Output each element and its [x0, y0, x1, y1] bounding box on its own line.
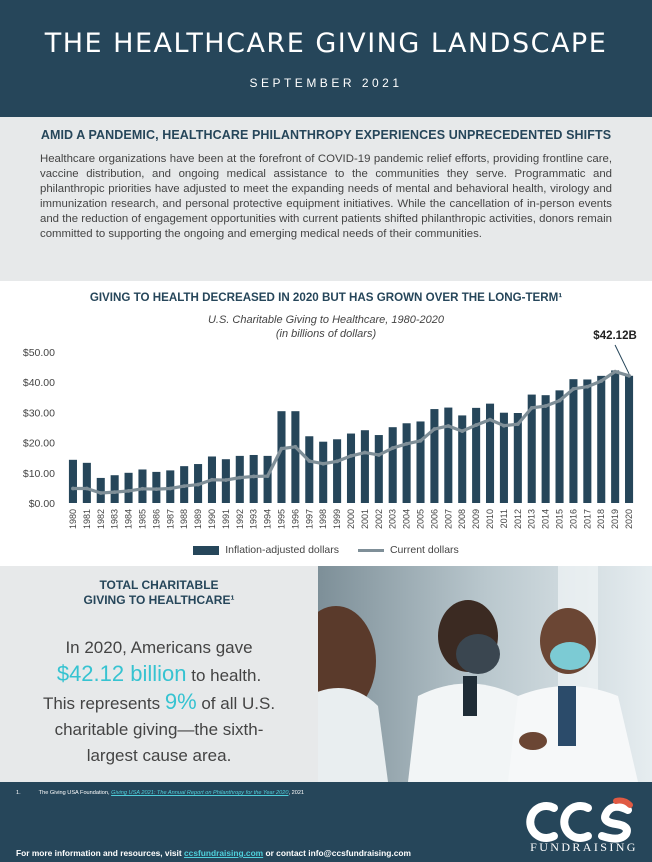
y-tick-label: $20.00 [22, 437, 55, 450]
stats-line5: largest cause area. [86, 746, 232, 765]
chart-title: GIVING TO HEALTH DECREASED IN 2020 BUT HAS GROWN OVER THE LONG-TERM¹ [89, 291, 563, 304]
line-point-2008 [460, 429, 464, 433]
x-tick-label: 1981 [81, 509, 92, 530]
x-tick-label: 1988 [179, 509, 190, 530]
line-point-2017 [585, 385, 589, 389]
line-point-2000 [349, 454, 353, 458]
x-tick-label: 1987 [165, 509, 176, 530]
x-tick-label: 2008 [457, 509, 468, 530]
line-point-2002 [377, 453, 381, 457]
line-point-2013 [530, 406, 534, 410]
x-tick-label: 1983 [109, 509, 120, 530]
x-tick-label: 2018 [596, 509, 607, 530]
bar-2003 [389, 427, 397, 503]
y-tick-label: $30.00 [22, 407, 55, 420]
line-point-2016 [572, 387, 576, 391]
x-tick-label: 2011 [498, 509, 509, 529]
bar-2009 [472, 408, 480, 503]
stats-line4: charitable giving—the sixth- [54, 720, 264, 739]
bar-1994 [264, 456, 272, 503]
bar-2014 [542, 395, 550, 503]
x-tick-label: 1991 [220, 509, 231, 530]
x-tick-label: 2001 [359, 509, 370, 530]
legend-swatch-current [358, 549, 384, 552]
x-tick-label: 2015 [554, 509, 565, 530]
stats-line3-pre: This represents [42, 694, 165, 713]
x-tick-label: 1995 [276, 509, 287, 530]
intro-section [0, 117, 652, 281]
y-tick-label: $0.00 [28, 498, 55, 510]
annotation-leader-line [615, 345, 629, 374]
y-tick-label: $10.00 [22, 467, 55, 480]
bar-2001 [361, 430, 369, 503]
stats-heading-line2: GIVING TO HEALTHCARE¹ [83, 593, 235, 607]
chart-legend [0, 544, 652, 556]
bar-2017 [583, 379, 591, 503]
footer [0, 782, 652, 862]
bar-2018 [597, 376, 605, 503]
legend-swatch-inflation [193, 546, 219, 555]
line-point-1994 [266, 474, 270, 478]
contact-post: or contact info@ccsfundraising.com [263, 848, 411, 858]
line-point-1991 [224, 478, 228, 482]
line-point-2011 [502, 424, 506, 428]
bar-2000 [347, 434, 355, 503]
x-tick-label: 2012 [512, 509, 523, 530]
bar-2015 [556, 390, 564, 503]
line-point-1998 [321, 462, 325, 466]
line-point-2006 [433, 427, 437, 431]
contact-line [16, 848, 411, 858]
x-tick-label: 1985 [137, 509, 148, 530]
line-point-2018 [599, 379, 603, 383]
footnote-link[interactable]: Giving USA 2021: The Annual Report on Philanthropy for the Year 2020 [111, 790, 289, 796]
bar-2012 [514, 413, 522, 503]
line-point-2015 [558, 399, 562, 403]
x-tick-label: 2019 [610, 509, 621, 530]
line-point-1996 [293, 445, 297, 449]
bar-1996 [291, 411, 299, 503]
x-tick-label: 1993 [248, 509, 259, 530]
contact-pre: For more information and resources, visit [16, 848, 185, 858]
bar-2005 [416, 421, 424, 503]
bar-1981 [83, 463, 91, 503]
footnote [16, 790, 304, 796]
line-point-2010 [488, 418, 492, 422]
bar-1997 [305, 436, 313, 503]
x-tick-label: 1997 [304, 509, 315, 530]
line-point-1980 [71, 487, 75, 491]
bar-1980 [69, 460, 77, 503]
logo-fundraising-text: FUNDRAISING [530, 840, 638, 854]
header-banner [0, 0, 652, 117]
stats-heading-line1: TOTAL CHARITABLE [99, 578, 219, 592]
x-tick-label: 2000 [346, 509, 356, 530]
x-tick-label: 1982 [95, 509, 106, 530]
line-point-1988 [182, 484, 186, 488]
bar-1999 [333, 439, 341, 503]
x-tick-label: 2004 [401, 509, 412, 530]
line-point-2020 [627, 374, 631, 378]
line-point-1984 [127, 489, 131, 493]
footnote-year: , 2021 [288, 790, 305, 796]
x-tick-label: 1984 [123, 509, 134, 530]
x-tick-label: 1998 [318, 509, 329, 530]
stats-highlight-percent: 9% [164, 689, 197, 714]
line-point-1999 [335, 459, 339, 463]
stats-panel [0, 566, 318, 782]
bar-2006 [430, 409, 438, 503]
x-tick-label: 2013 [526, 509, 537, 530]
line-point-2007 [446, 424, 450, 428]
line-point-2001 [363, 451, 367, 455]
bar-1985 [138, 469, 146, 503]
stats-text [0, 635, 318, 769]
bar-line-chart [0, 281, 652, 566]
line-point-1995 [280, 447, 284, 451]
footnote-source: The Giving USA Foundation, [38, 790, 112, 796]
x-tick-label: 2020 [624, 509, 635, 530]
x-tick-label: 2005 [415, 509, 426, 530]
website-link[interactable]: ccsfundraising.com [184, 848, 264, 858]
footnote-number: 1. [16, 790, 21, 796]
bar-2016 [569, 379, 577, 503]
stats-highlight-amount: $42.12 billion [56, 661, 187, 686]
line-point-1981 [85, 487, 89, 491]
publish-date: SEPTEMBER 2021 [249, 76, 403, 90]
bar-1984 [125, 473, 133, 503]
line-point-2005 [419, 439, 423, 443]
x-tick-label: 1980 [67, 509, 78, 530]
x-tick-label: 2016 [568, 509, 579, 530]
stats-line1: In 2020, Americans gave [65, 638, 253, 657]
x-tick-label: 1989 [193, 509, 204, 530]
line-point-1993 [252, 475, 256, 479]
bar-2004 [403, 423, 411, 503]
line-point-1989 [196, 483, 200, 487]
line-point-2014 [544, 404, 548, 408]
chart-subtitle-line2: (in billions of dollars) [275, 328, 377, 340]
line-point-1985 [141, 487, 145, 491]
intro-heading: AMID A PANDEMIC, HEALTHCARE PHILANTHROPY EXPERIENCES UNPRECEDENTED SHIFTS [40, 128, 612, 142]
bar-1983 [111, 475, 119, 503]
x-tick-label: 1990 [206, 509, 217, 530]
doctors-photo [318, 566, 652, 782]
x-tick-label: 1994 [262, 509, 273, 530]
line-point-2019 [613, 370, 617, 374]
x-tick-label: 2017 [582, 509, 593, 530]
bar-1993 [250, 455, 258, 503]
line-point-2004 [405, 442, 409, 446]
x-tick-label: 2003 [387, 509, 398, 530]
bar-2007 [444, 408, 452, 503]
x-tick-label: 2002 [373, 509, 384, 530]
line-point-1987 [168, 487, 172, 491]
line-point-1992 [238, 476, 242, 480]
line-point-1997 [307, 459, 311, 463]
line-point-1986 [154, 487, 158, 491]
x-tick-label: 1992 [234, 509, 245, 530]
line-point-2012 [516, 422, 520, 426]
x-tick-label: 1996 [290, 509, 301, 530]
bar-2020 [625, 376, 633, 503]
line-point-1990 [210, 478, 214, 482]
bar-1998 [319, 442, 327, 503]
legend-label-inflation: Inflation-adjusted dollars [225, 544, 340, 557]
annotation-label: $42.12B [593, 330, 637, 342]
x-tick-label: 1999 [332, 509, 343, 530]
x-tick-label: 2009 [471, 509, 482, 530]
line-point-1983 [113, 490, 117, 494]
chart-section [0, 281, 652, 566]
page-title: THE HEALTHCARE GIVING LANDSCAPE [44, 28, 608, 59]
x-tick-label: 2006 [429, 509, 440, 530]
line-point-2009 [474, 423, 478, 427]
y-tick-label: $40.00 [22, 377, 55, 390]
x-tick-label: 2014 [540, 509, 551, 530]
legend-label-current: Current dollars [389, 544, 459, 557]
bar-2002 [375, 435, 383, 503]
stats-heading [0, 578, 318, 608]
stats-line2-rest: to health. [186, 666, 262, 685]
x-tick-label: 2010 [485, 509, 496, 530]
bar-2019 [611, 370, 619, 503]
intro-body: Healthcare organizations have been at the forefront of COVID-19 pandemic relief efforts, providing frontline care, vaccine distribution, and ongoing medical assistance to the communities they serve. Programmatic and philanthropic priorities have adjusted to meet the expanding needs of mental and behavioral health, virology and immunization research, and personal protective equipment initiatives. While the cancellation of in-person events and the reduction of engagement opportunities with current patients shifted philanthropic activities, donors remain committed to supporting the ongoing and emerging medical needs of their communities. [40, 153, 612, 241]
stats-line3-post: of all U.S. [196, 694, 276, 713]
chart-subtitle-line1: U.S. Charitable Giving to Healthcare, 1980-2020 [207, 314, 445, 326]
x-tick-label: 1986 [151, 509, 162, 530]
y-tick-label: $50.00 [22, 347, 55, 359]
x-tick-label: 2007 [443, 509, 454, 530]
line-point-1982 [99, 491, 103, 495]
line-point-2003 [391, 446, 395, 450]
